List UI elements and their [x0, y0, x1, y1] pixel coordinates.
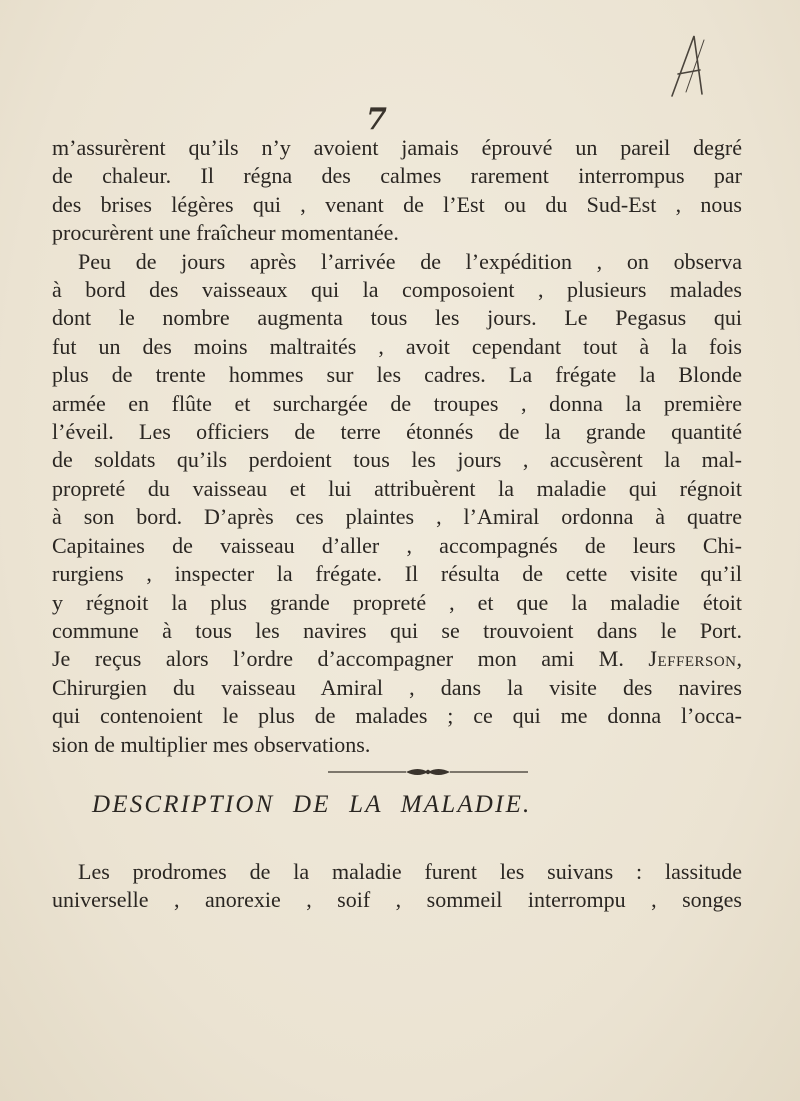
text-fragment: Je reçus alors l’ordre d’accompagner mon ami M. — [52, 646, 624, 672]
text-line: à son bord. D’après ces plaintes , l’Amiral ordonna à quatre — [52, 504, 742, 530]
text-line: Peu de jours après l’arrivée de l’expédition , on observa — [78, 248, 742, 274]
text-fragment: , — [736, 646, 743, 672]
text-line: m’assurèrent qu’ils n’y avoient jamais éprouvé un pareil degré — [52, 135, 742, 160]
text-line: sion de multiplier mes observations. — [52, 731, 371, 757]
text-line: à bord des vaisseaux qui la composoient , plusieurs malades — [52, 277, 742, 303]
text-line: de chaleur. Il régna des calmes rarement interrompus par — [52, 163, 742, 189]
text-line: commune à tous les navires qui se trouvoient dans le Port. — [52, 617, 742, 643]
text-line: universelle , anorexie , soif , sommeil interrompu , songes — [52, 887, 742, 913]
text-line: procurèrent une fraîcheur momentanée. — [52, 220, 399, 246]
text-line-with-name — [52, 645, 742, 673]
body-text — [52, 134, 742, 759]
text-line: fut un des moins maltraités , avoit cependant tout à la fois — [52, 333, 742, 359]
text-line: l’éveil. Les officiers de terre étonnés de la grande quantité — [52, 419, 742, 445]
text-line: Les prodromes de la maladie furent les suivans : lassitude — [78, 859, 742, 884]
text-line: Chirurgien du vaisseau Amiral , dans la visite des navires — [52, 674, 742, 700]
page-number: 7 — [366, 102, 387, 137]
handwritten-mark — [664, 30, 710, 100]
text-line: de soldats qu’ils perdoient tous les jours , accusèrent la mal- — [52, 447, 742, 473]
text-line: plus de trente hommes sur les cadres. La frégate la Blonde — [52, 362, 742, 388]
text-line: armée en flûte et surchargée de troupes , donna la première — [52, 390, 742, 416]
text-line: propreté du vaisseau et lui attribuèrent la maladie qui régnoit — [52, 475, 742, 501]
person-name: Jefferson — [648, 646, 737, 672]
text-line: Capitaines de vaisseau d’aller , accompagnés de leurs Chi- — [52, 532, 742, 558]
text-line: qui contenoient le plus de malades ; ce qui me donna l’occa- — [52, 703, 742, 729]
text-line: dont le nombre augmenta tous les jours. Le Pegasus qui — [52, 305, 742, 331]
body-text-continued — [52, 858, 742, 915]
text-line: des brises légères qui , venant de l’Est ou du Sud-Est , nous — [52, 191, 742, 217]
ornament-divider — [328, 766, 528, 778]
text-line: y régnoit la plus grande propreté , et que la maladie étoit — [52, 589, 742, 615]
section-heading: DESCRIPTION DE LA MALADIE. — [92, 791, 532, 818]
text-line: rurgiens , inspecter la frégate. Il résulta de cette visite qu’il — [52, 561, 742, 587]
